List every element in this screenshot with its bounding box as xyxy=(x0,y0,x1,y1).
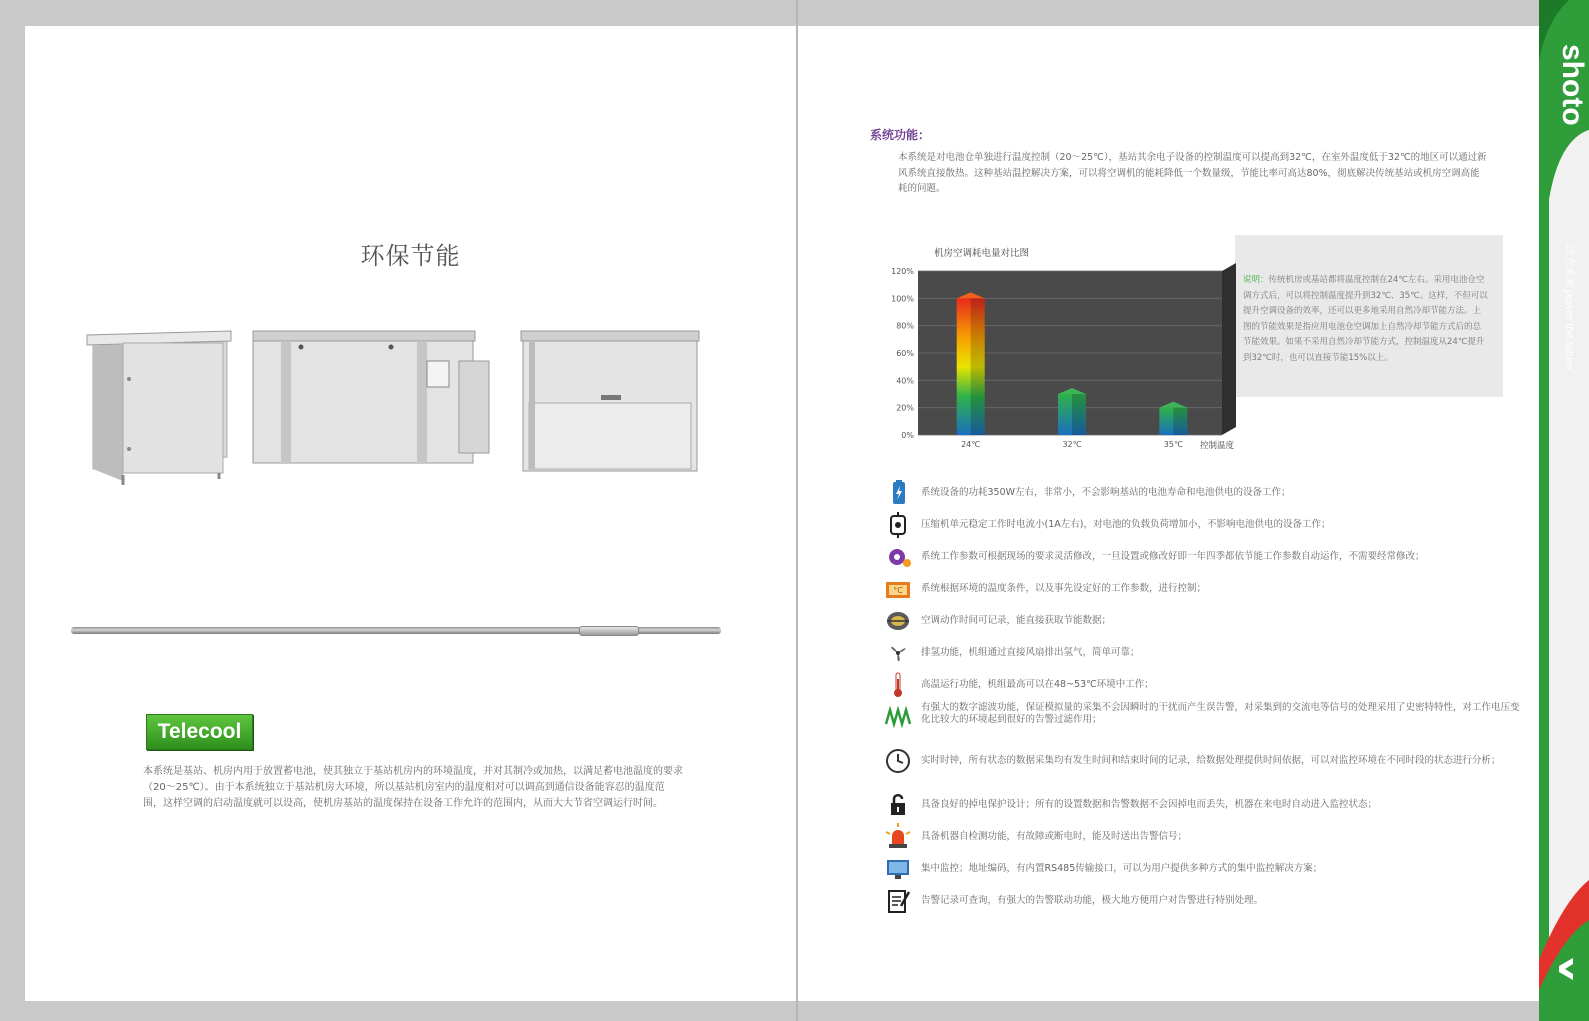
chart-xtick-label: 35℃ xyxy=(1163,440,1183,449)
decorative-divider xyxy=(71,627,721,634)
feature-text: 系统设备的功耗350W左右，非常小，不会影响基站的电池寿命和电池供电的设备工作； xyxy=(921,487,1291,498)
page-title: 环保节能 xyxy=(360,242,461,270)
alarm-light-icon xyxy=(883,822,913,852)
chart-note-text xyxy=(1243,273,1489,366)
chart-xlabel: 控制温度 xyxy=(1200,441,1235,451)
telecool-logo: Telecool xyxy=(146,714,253,750)
brand-logo xyxy=(1549,40,1589,130)
feature-text: 系统工作参数可根据现场的要求灵活修改，一旦设置或修改好即一年四季都依节能工作参数自动运作，不需要经常修改； xyxy=(921,551,1425,562)
chart-xtick-label: 32℃ xyxy=(1062,440,1082,449)
clock-icon xyxy=(883,746,913,776)
divider-knob xyxy=(579,626,639,636)
chart-plot-side xyxy=(1222,263,1236,435)
feature-text: 排氢功能，机组通过直接风扇排出氢气，简单可靠； xyxy=(921,647,1140,658)
gear-icon xyxy=(883,542,913,572)
timer-disc-icon xyxy=(883,606,913,636)
left-page xyxy=(25,26,796,1001)
chart-note-box xyxy=(1235,235,1503,397)
chart-title: 机房空调耗电量对比图 xyxy=(934,248,1030,259)
chart-note-lead: 说明： xyxy=(1243,275,1269,285)
brand-name: shoto xyxy=(1556,44,1589,126)
feature-text: 有强大的数字滤波功能，保证模拟量的采集不会因瞬时的干扰而产生误告警，对采集到的交流电等信号的处理采用了史密特特性，对工作电压变化比较大的环境起到很好的告警过滤作用； xyxy=(921,702,1520,725)
chart-ytick-label: 0% xyxy=(901,431,914,440)
feature-text: 告警记录可查询，有强大的告警联动功能，极大地方便用户对告警进行特别处理。 xyxy=(921,895,1264,906)
feature-text: 空调动作时间可记录，能直接获取节能数据； xyxy=(921,615,1112,626)
power-consumption-chart xyxy=(888,211,1258,451)
air-conditioner-unit-image xyxy=(251,331,496,471)
chart-bar xyxy=(957,292,985,435)
chart-bar-shade xyxy=(971,298,985,435)
chart-ytick-label: 120% xyxy=(891,267,914,276)
brand-strip xyxy=(1539,0,1589,1021)
feature-text: 集中监控；地址编码，有内置RS485传输接口，可以为用户提供多种方式的集中监控解决方案； xyxy=(921,863,1323,874)
plug-icon xyxy=(883,510,913,540)
chart-xtick-label: 24℃ xyxy=(961,440,981,449)
waveform-icon xyxy=(883,702,913,732)
thermometer-icon xyxy=(883,670,913,700)
monitor-icon xyxy=(883,854,913,884)
feature-text: 系统根据环境的温度条件，以及事先设定好的工作参数，进行控制； xyxy=(921,583,1207,594)
section-heading: 系统功能： xyxy=(870,128,931,142)
feature-text: 具备良好的掉电保护设计；所有的设置数据和告警数据不会因掉电而丢失，机器在来电时自动进入监控状态； xyxy=(921,799,1378,810)
thermometer-display-icon xyxy=(883,574,913,604)
battery-box-image xyxy=(521,331,701,476)
battery-cabinet-image xyxy=(83,329,233,487)
chart-bar xyxy=(1159,402,1187,435)
chart-bar-shade xyxy=(1173,408,1187,435)
battery-icon xyxy=(883,478,913,508)
chart-ytick-label: 20% xyxy=(896,403,914,413)
chart-ytick-label: 100% xyxy=(891,294,914,304)
svg-text:°C: °C xyxy=(893,586,903,595)
chart-ytick-label: 80% xyxy=(896,321,914,331)
feature-text: 实时时钟，所有状态的数据采集均有发生时间和结束时间的记录，给数据处理提供时间依据，可以对监控环境在不同时段的状态进行分析； xyxy=(921,755,1501,766)
brand-tagline: 动力未来 power the future xyxy=(1563,243,1575,370)
feature-text: 压缩机单元稳定工作时电流小(1A左右)，对电池的负载负荷增加小，不影响电池供电的设备工作； xyxy=(921,519,1331,530)
fan-icon xyxy=(883,638,913,668)
feature-text: 具备机器自检测功能，有故障或断电时，能及时送出告警信号； xyxy=(921,831,1188,842)
chart-bar xyxy=(1058,388,1086,435)
chart-ytick-label: 40% xyxy=(896,376,914,386)
notepad-icon xyxy=(883,886,913,916)
right-page xyxy=(798,26,1539,1001)
section-paragraph: 本系统是对电池仓单独进行温度控制（20～25℃），基站其余电子设备的控制温度可以提高到32℃，在室外温度低于32℃的地区可以通过新风系统直接散热。这种基站温控解决方案，可以将空调机的能耗降低一个数量级，节能比率可高达80%，彻底解决传统基站或机房空调高能耗的问题。 xyxy=(898,152,1487,194)
chart-note-body: 传统机房或基站都将温度控制在24℃左右。采用电池仓空调方式后，可以将控制温度提升到32℃、35℃。这样，不但可以提升空调设备的效率，还可以更多地采用自然冷却节能方法。上图的节能效果是指应用电池仓空调加上自然冷却节能方式后的总节能效果。如果不采用自然冷却节能方式，控制温度从24℃提升到32℃时，也可以直接节能15%以上。 xyxy=(1243,275,1488,363)
chart-ytick-label: 60% xyxy=(896,349,914,358)
chart-bar-shade xyxy=(1072,394,1086,435)
feature-text: 高温运行功能，机组最高可以在48~53℃环境中工作； xyxy=(921,679,1154,690)
intro-paragraph: 本系统是基站、机房内用于放置蓄电池，使其独立于基站机房内的环境温度，并对其制冷或加热，以满足蓄电池温度的要求（20～25℃）。由于本系统独立于基站机房大环境，所以基站机房室内的温度相对可以调高到通信设备能容忍的温度范围，这样空调的启动温度就可以设高，使机房基站的温度保持在设备工作允许的范围内，从而大大节省空调运行时间。 xyxy=(143,766,683,809)
lock-icon xyxy=(883,790,913,820)
